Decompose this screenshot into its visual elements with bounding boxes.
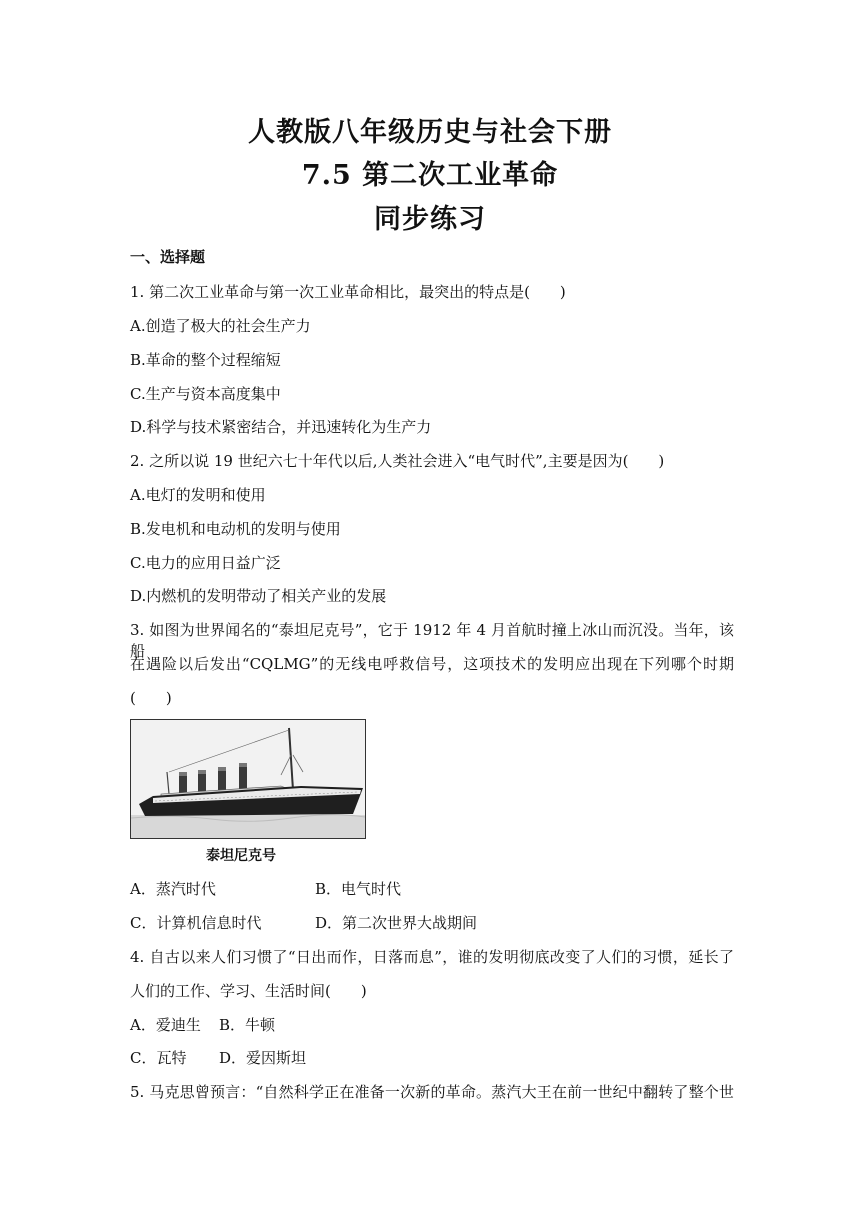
question-4-stem-line2: 人们的工作、学习、生活时间( ): [130, 982, 367, 1000]
question-3-stem-line1: 3. 如图为世界闻名的“泰坦尼克号”，它于 1912 年 4 月首航时撞上冰山而沉没。当年，该船: [130, 621, 734, 660]
question-3-stem-line2: 在遇险以后发出“CQLMG”的无线电呼救信号，这项技术的发明应出现在下列哪个时期: [130, 655, 734, 673]
doc-subtitle-lesson: 7.5 第二次工业革命: [301, 160, 559, 191]
question-2-option-d: D.内燃机的发明带动了相关产业的发展: [130, 587, 387, 605]
question-2-option-a: A.电灯的发明和使用: [130, 486, 266, 504]
question-2-option-b: B.发电机和电动机的发明与使用: [130, 520, 341, 538]
doc-title: 人教版八年级历史与社会下册: [248, 117, 612, 148]
titanic-photo: [130, 719, 366, 839]
question-1-stem: 1. 第二次工业革命与第一次工业革命相比，最突出的特点是( ): [130, 283, 566, 301]
question-1-option-d: D.科学与技术紧密结合，并迅速转化为生产力: [130, 418, 432, 436]
question-4-option-d: D．爱因斯坦: [219, 1049, 307, 1067]
question-3-option-c: C．计算机信息时代: [130, 914, 262, 932]
question-1-option-c: C.生产与资本高度集中: [130, 385, 281, 403]
question-2-option-c: C.电力的应用日益广泛: [130, 554, 281, 572]
question-1-option-b: B.革命的整个过程缩短: [130, 351, 281, 369]
question-4-option-a: A．爱迪生: [130, 1016, 201, 1034]
question-3-stem-line3: ( ): [130, 689, 172, 707]
question-5-stem-line1: 5. 马克思曾预言：“自然科学正在准备一次新的革命。蒸汽大王在前一世纪中翻转了整个世: [130, 1083, 734, 1101]
question-4-option-b: B．牛顿: [219, 1016, 276, 1034]
question-4-stem-line1: 4. 自古以来人们习惯了“日出而作，日落而息”，谁的发明彻底改变了人们的习惯，延长了: [130, 948, 734, 966]
doc-subtitle-practice: 同步练习: [374, 204, 486, 235]
figure-caption: 泰坦尼克号: [206, 848, 276, 864]
question-2-stem: 2. 之所以说 19 世纪六七十年代以后,人类社会进入“电气时代”,主要是因为( ): [130, 452, 665, 470]
section-heading: 一、选择题: [130, 248, 206, 266]
question-3-option-a: A．蒸汽时代: [130, 880, 216, 898]
ship-illustration: [131, 720, 365, 838]
question-1-option-a: A.创造了极大的社会生产力: [130, 317, 311, 335]
question-4-option-c: C．瓦特: [130, 1049, 187, 1067]
question-3-option-d: D．第二次世界大战期间: [315, 914, 478, 932]
question-3-option-b: B．电气时代: [315, 880, 402, 898]
